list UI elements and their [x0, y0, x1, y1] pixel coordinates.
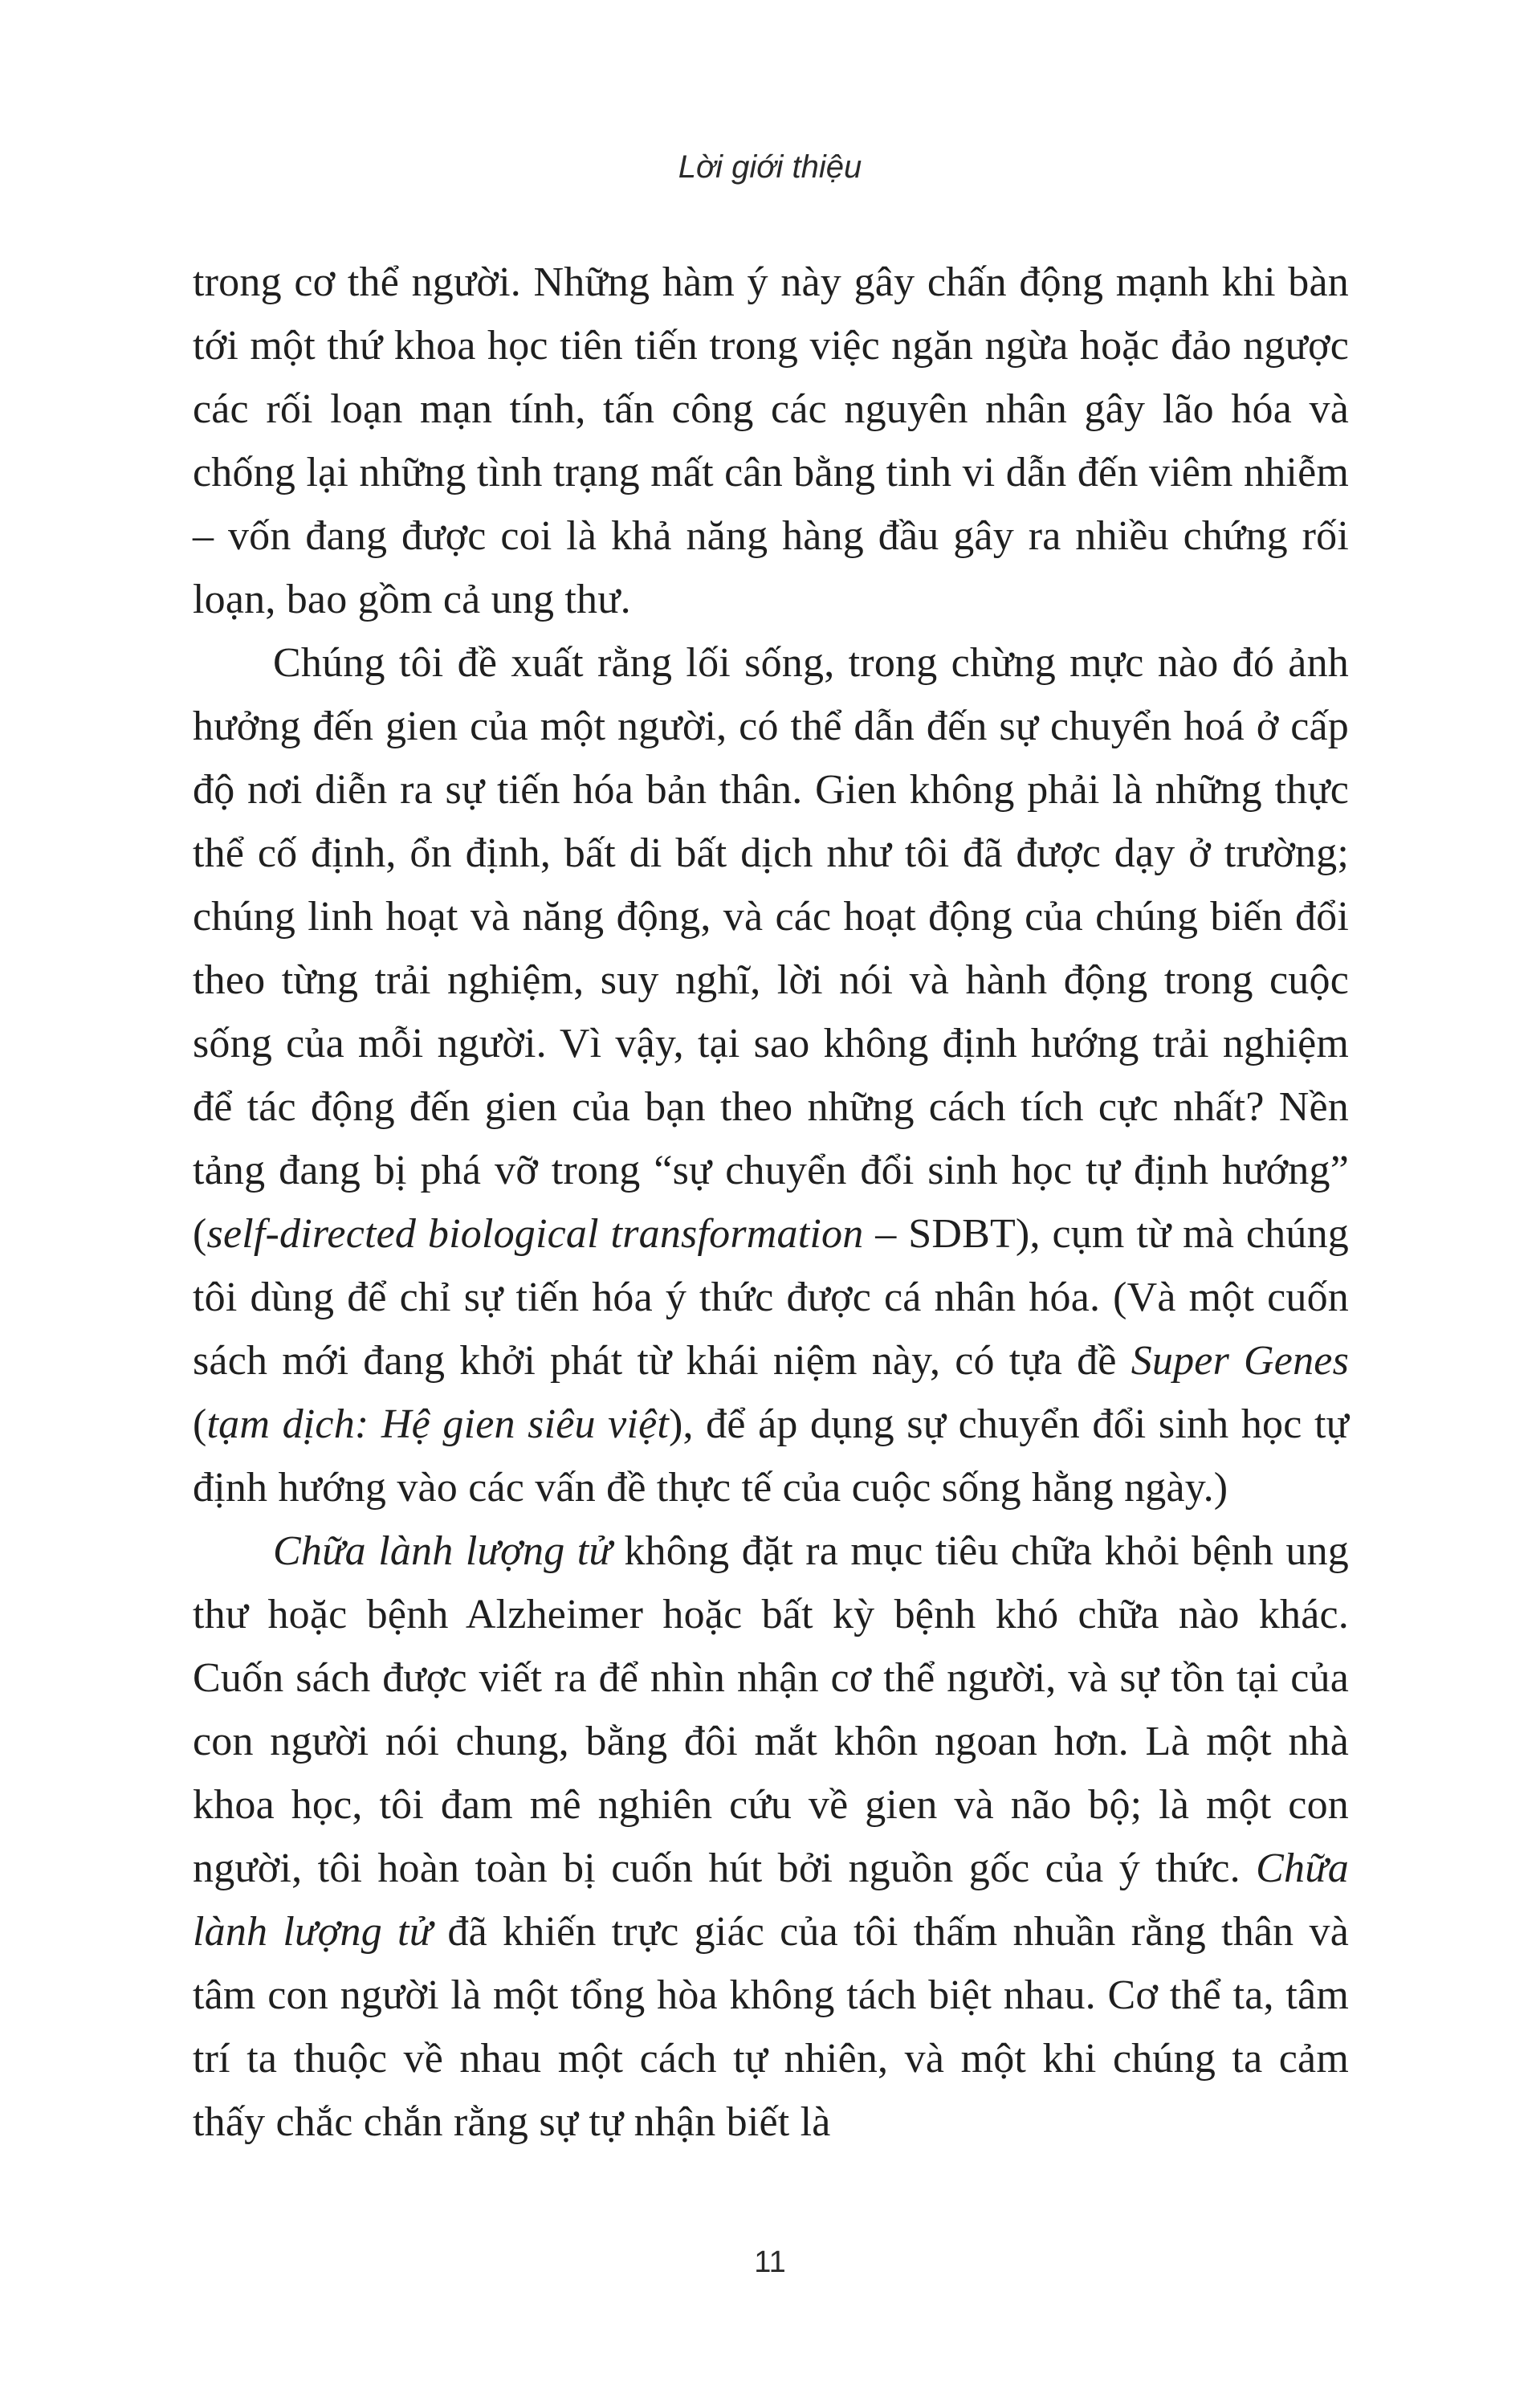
- text-segment: trong cơ thể người. Những hàm ý này gây chấn động mạnh khi bàn tới một thứ khoa học tiên tiến trong việc ngăn ngừa hoặc đảo ngược các rối loạn mạn tính, tấn công các nguyên nhân gây lão hóa và chống lại những tình trạng mất cân bằng tinh vi dẫn đến viêm nhiễm – vốn đang được coi là khả năng hàng đầu gây ra nhiều chứng rối loạn, bao gồm cả ung thư.: [193, 259, 1349, 622]
- text-segment: không đặt ra mục tiêu chữa khỏi bệnh ung thư hoặc bệnh Alzheimer hoặc bất kỳ bệnh khó chữa nào khác. Cuốn sách được viết ra để nhìn nhận cơ thể người, và sự tồn tại của con người nói chung, bằng đôi mắt khôn ngoan hơn. Là một nhà khoa học, tôi đam mê nghiên cứu về gien và não bộ; là một con người, tôi hoàn toàn bị cuốn hút bởi nguồn gốc của ý thức.: [193, 1528, 1350, 1891]
- italic-text-segment: Super Genes: [1131, 1338, 1350, 1384]
- text-segment: ), để áp dụng sự chuyển đổi sinh học tự định hướng vào các vấn đề thực tế của cuộc sống hằng ngày.): [193, 1401, 1349, 1511]
- running-header: Lời giới thiệu: [678, 149, 862, 185]
- text-segment: Chúng tôi đề xuất rằng lối sống, trong chừng mực nào đó ảnh hưởng đến gien của một người, có thể dẫn đến sự chuyển hoá ở cấp độ nơi diễn ra sự tiến hóa bản thân. Gien không phải là những thực thể cố định, ổn định, bất di bất dịch như tôi đã được dạy ở trường; chúng linh hoạt và năng động, và các hoạt động của chúng biến đổi theo từng trải nghiệm, suy nghĩ, lời nói và hành động trong cuộc sống của mỗi người. Vì vậy, tại sao không định hướng trải nghiệm để tác động đến gien của bạn theo những cách tích cực nhất? Nền tảng đang bị phá vỡ trong “sự chuyển đổi sinh học tự định hướng” (: [193, 640, 1349, 1257]
- italic-text-segment: tạm dịch: Hệ gien siêu việt: [206, 1401, 670, 1447]
- paragraph: [193, 1519, 1349, 2154]
- text-segment: – SDBT), cụm từ mà chúng tôi dùng để chỉ sự tiến hóa ý thức được cá nhân hóa. (Và một cuốn sách mới đang khởi phát từ khái niệm này, có tựa đề: [193, 1211, 1349, 1384]
- paragraph: [193, 631, 1349, 1519]
- body-text: [193, 251, 1349, 2154]
- page-number: 11: [754, 2245, 786, 2279]
- italic-text-segment: Chữa lành lượng tử: [193, 1845, 1349, 1955]
- paragraph: [193, 251, 1349, 631]
- text-segment: đã khiến trực giác của tôi thấm nhuần rằng thân và tâm con người là một tổng hòa không tách biệt nhau. Cơ thể ta, tâm trí ta thuộc về nhau một cách tự nhiên, và một khi chúng ta cảm thấy chắc chắn rằng sự tự nhận biết là: [193, 1909, 1349, 2145]
- text-segment: (: [193, 1401, 207, 1447]
- italic-text-segment: Chữa lành lượng tử: [273, 1528, 612, 1574]
- italic-text-segment: self-directed biological transformation: [206, 1211, 864, 1257]
